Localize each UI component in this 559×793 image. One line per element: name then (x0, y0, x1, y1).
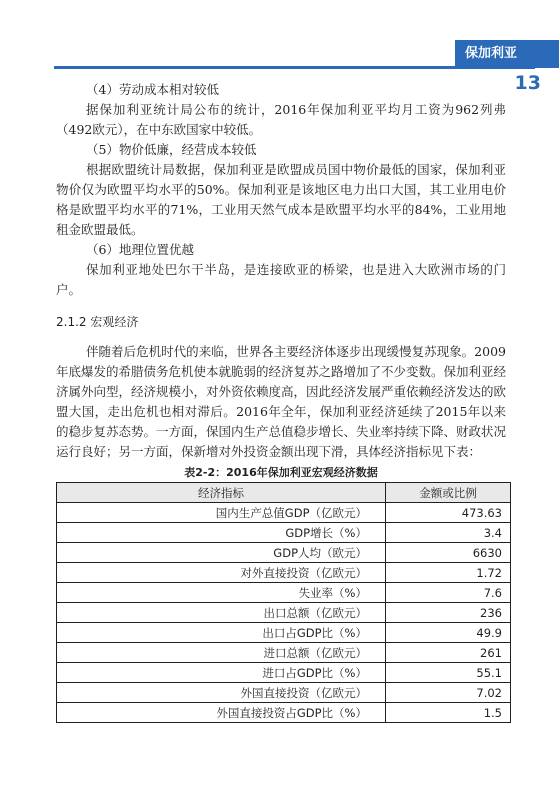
value-cell: 49.9 (386, 623, 511, 643)
indicator-cell: 外国直接投资占GDP比（%） (57, 703, 386, 723)
section-heading: 2.1.2 宏观经济 (56, 315, 139, 329)
table-row (57, 503, 511, 523)
indicator-cell: 进口总额（亿欧元） (57, 643, 386, 663)
indicator-cell: GDP增长（%） (57, 523, 386, 543)
value-cell: 7.6 (386, 583, 511, 603)
indicator-cell: 出口总额（亿欧元） (57, 603, 386, 623)
paragraph-prices: 根据欧盟统计局数据，保加利亚是欧盟成员国中物价最低的国家，保加利亚物价仅为欧盟平均水平的50%。保加利亚是该地区电力出口大国，其工业用电价格是欧盟平均水平的71%，工业用天然气成本是欧盟平均水平的84%，工业用地租金欧盟最低。 (56, 162, 506, 237)
value-cell: 1.5 (386, 703, 511, 723)
macro-data-table (56, 482, 511, 723)
indicator-cell: 进口占GDP比（%） (57, 663, 386, 683)
column-header-value: 金额或比例 (386, 483, 511, 503)
value-cell: 3.4 (386, 523, 511, 543)
table-row (57, 703, 511, 723)
value-cell: 55.1 (386, 663, 511, 683)
subheading-location: （6）地理位置优越 (86, 242, 194, 257)
indicator-cell: 出口占GDP比（%） (57, 623, 386, 643)
table-row (57, 623, 511, 643)
table-row (57, 583, 511, 603)
table-caption: 表2-2：2016年保加利亚宏观经济数据 (184, 466, 378, 479)
table-row (57, 563, 511, 583)
table-row (57, 603, 511, 623)
subheading-prices: （5）物价低廉，经营成本较低 (86, 142, 257, 157)
value-cell: 261 (386, 643, 511, 663)
page-number: 13 (514, 72, 541, 94)
table-row (57, 683, 511, 703)
paragraph-location: 保加利亚地处巴尔干半岛，是连接欧亚的桥梁，也是进入大欧洲市场的门户。 (56, 262, 506, 297)
column-header-indicator: 经济指标 (57, 483, 386, 503)
table-header-row (57, 483, 511, 503)
table-row (57, 643, 511, 663)
value-cell: 7.02 (386, 683, 511, 703)
header-country: 保加利亚 (465, 46, 518, 61)
table-row (57, 543, 511, 563)
subheading-labor-cost: （4）劳动成本相对较低 (86, 82, 219, 97)
indicator-cell: 国内生产总值GDP（亿欧元） (57, 503, 386, 523)
indicator-cell: GDP人均（欧元） (57, 543, 386, 563)
indicator-cell: 对外直接投资（亿欧元） (57, 563, 386, 583)
value-cell: 1.72 (386, 563, 511, 583)
table-row (57, 663, 511, 683)
chapter-header-tab (455, 40, 559, 68)
value-cell: 6630 (386, 543, 511, 563)
value-cell: 236 (386, 603, 511, 623)
paragraph-labor-cost: 据保加利亚统计局公布的统计，2016年保加利亚平均月工资为962列弗（492欧元），在中东欧国家中较低。 (56, 102, 506, 137)
header-rule (54, 66, 535, 69)
table-body (57, 503, 511, 723)
table-row (57, 523, 511, 543)
paragraph-macro-economy: 伴随着后危机时代的来临，世界各主要经济体逐步出现缓慢复苏现象。2009年底爆发的希腊债务危机使本就脆弱的经济复苏之路增加了不少变数。保加利亚经济属外向型，经济规模小，对外资依赖度高，因此经济发展严重依赖经济发达的欧盟大国，走出危机也相对滞后。2016年全年，保加利亚经济延续了2015年以来的稳步复苏态势。一方面，保国内生产总值稳步增长、失业率持续下降、财政状况运行良好；另一方面，保新增对外投资金额出现下滑，具体经济指标见下表： (56, 344, 507, 459)
value-cell: 473.63 (386, 503, 511, 523)
indicator-cell: 失业率（%） (57, 583, 386, 603)
indicator-cell: 外国直接投资（亿欧元） (57, 683, 386, 703)
page-body (56, 80, 506, 723)
